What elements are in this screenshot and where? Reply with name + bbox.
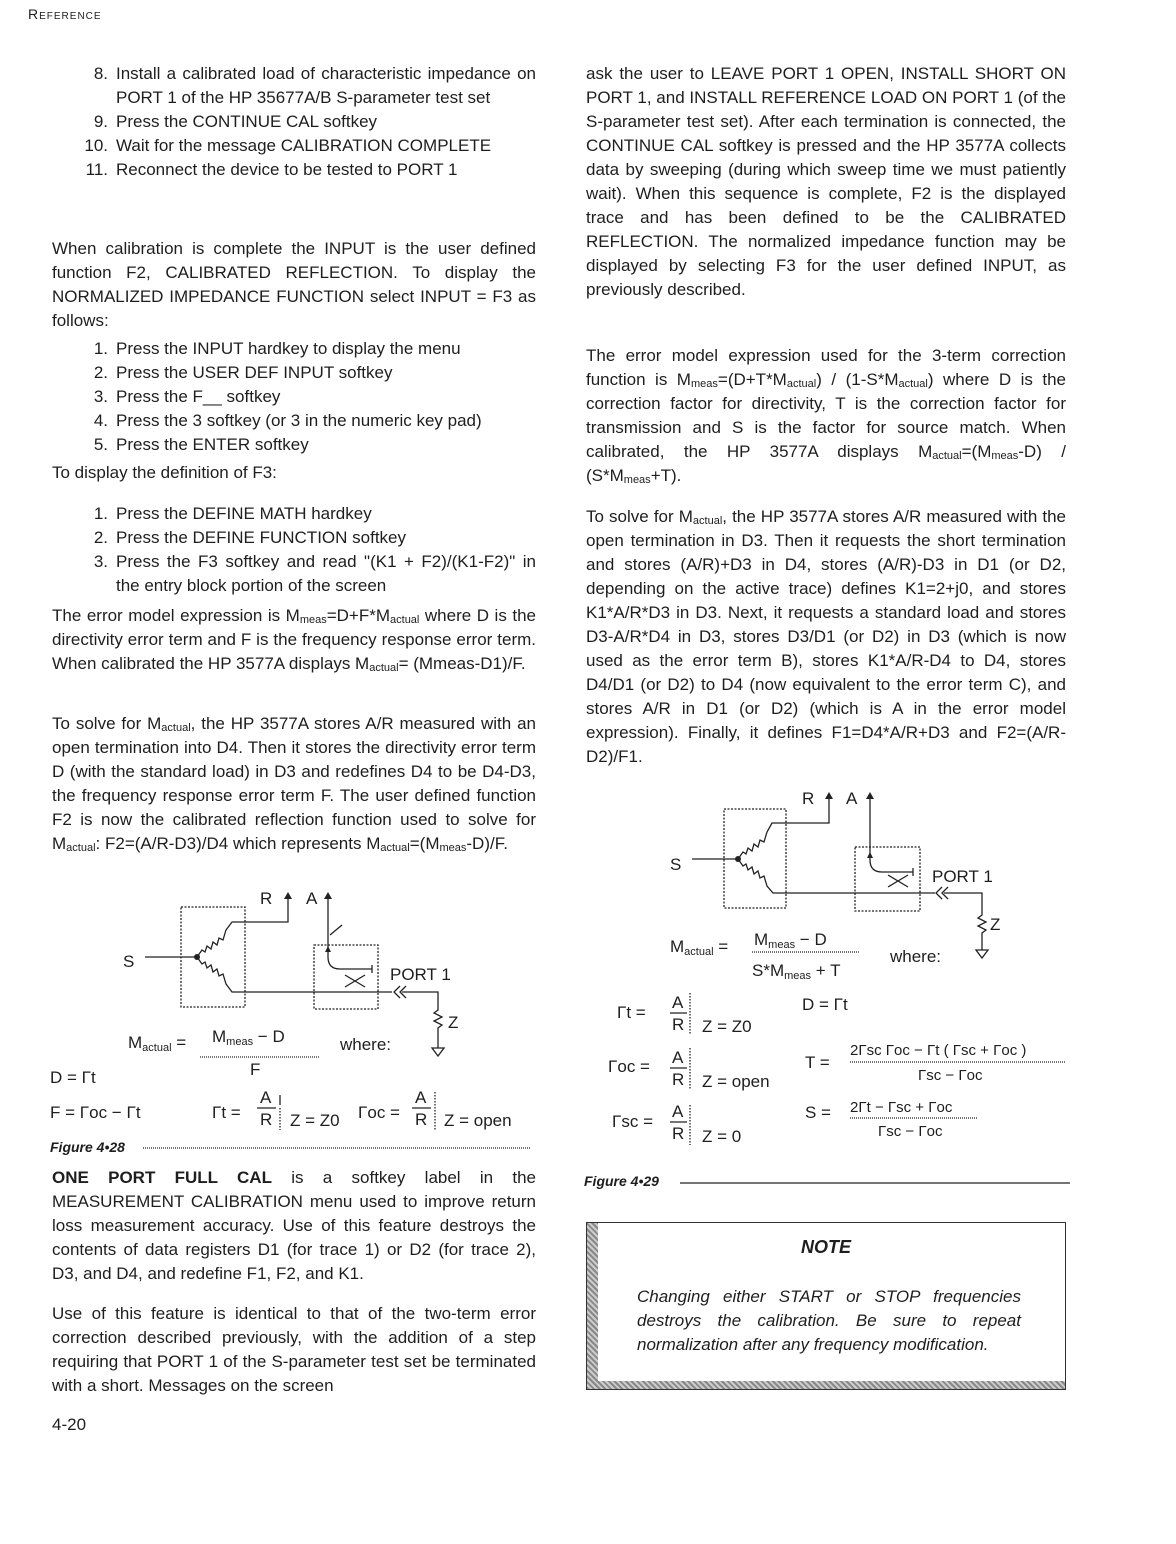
paragraph-one-port-full-cal — [52, 1166, 536, 1286]
subscript: actual — [380, 842, 410, 854]
list-number: 1. — [93, 339, 108, 358]
paragraph-calibration-complete — [52, 237, 536, 333]
subscript: meas — [991, 450, 1019, 462]
formula-mactual: Mactual = — [670, 937, 729, 958]
paragraph-solve-3-term — [586, 505, 1066, 769]
eq-t-lhs: T = — [805, 1053, 830, 1072]
text-run: To solve for M — [586, 507, 693, 526]
list-text: Reconnect the device to be tested to PORT 1 — [116, 160, 458, 179]
list-text: Press the DEFINE MATH hardkey — [116, 504, 372, 523]
list-text: Press the F__ softkey — [116, 387, 281, 406]
list-item — [52, 526, 536, 550]
text-run: ask the user to LEAVE PORT 1 OPEN, INSTALL SHORT ON PORT 1, and INSTALL REFERENCE LOAD ON PORT 1 (of the S-parameter test set). After each termination is connected, the CONTINUE CAL softkey is pressed and the HP 3577A collects data by sweeping (during which sweep time we must patiently wait). When this sequence is complete, F2 is the displayed trace and has been defined to be the CALIBRATED REFLECTION. The normalized impedance function may be displayed by selecting F3 for the user defined INPUT, as previously described. — [586, 64, 1066, 299]
list-text: Press the 3 softkey (or 3 in the numeric key pad) — [116, 411, 482, 430]
list-text: Press the INPUT hardkey to display the menu — [116, 339, 461, 358]
list-number: 1. — [93, 504, 108, 523]
text-run: The error model expression used for the 3-term correction function is M — [586, 346, 1066, 389]
list-number: 3. — [93, 552, 108, 571]
list-number: 2. — [93, 528, 108, 547]
label-a: A — [846, 789, 858, 808]
note-box — [586, 1222, 1066, 1390]
subscript: actual — [932, 450, 962, 462]
label-z: Z — [990, 915, 1001, 934]
eq-gamma-oc: Γoc = — [608, 1057, 650, 1076]
list-text: Press the ENTER softkey — [116, 435, 309, 454]
text-run: = (Mmeas-D1)/F. — [398, 654, 526, 673]
list-text: Press the CONTINUE CAL softkey — [116, 112, 378, 131]
eq-a: A — [672, 1048, 684, 1067]
eq-r: R — [415, 1110, 428, 1129]
eq-z-open: Z = open — [702, 1072, 770, 1091]
eq-s-lhs: S = — [805, 1103, 831, 1122]
figure-caption: Figure 4•29 — [584, 1173, 659, 1189]
eq-a: A — [260, 1088, 272, 1107]
text-run: where D is the directivity error term and F is the frequency response error term. When calibrated the HP 3577A displays M — [52, 606, 536, 673]
eq-z-open: Z = open — [444, 1111, 512, 1130]
subscript: meas — [299, 614, 327, 626]
list-number: 11. — [85, 160, 108, 179]
eq-gamma-t: Γt = — [212, 1103, 241, 1122]
text-run: ) where D is the correction factor for directivity, T is the correction factor for transmission and S is the factor for source match. When calibrated, the HP 3577A displays M — [586, 370, 1066, 461]
eq-a: A — [415, 1088, 427, 1107]
list-text: Press the F3 softkey and read "(K1 + F2)/(K1-F2)" in the entry block portion of the screen — [116, 552, 536, 595]
label-a: A — [306, 889, 318, 908]
eq-t-numerator: 2Γsc Γoc − Γt ( Γsc + Γoc ) — [850, 1042, 1027, 1059]
paragraph-messages — [586, 62, 1066, 302]
subscript: actual — [66, 842, 96, 854]
list-number: 4. — [93, 411, 108, 430]
eq-a: A — [672, 993, 684, 1012]
paragraph-error-model — [52, 604, 536, 676]
running-header: Reference — [28, 6, 102, 22]
text-run: , the HP 3577A stores A/R measured with the open termination in D3. Then it requests the short termination and stores (A/R)+D3 in D4, stores (A/R)-D3 in D1 (or D2, depending on the active trace) defines K1=2+j0, and stores K1*A/R*D3 in D3. Next, it requests a standard load and stores D3-A/R*D4 in D3, stores D3/D1 (or D2) in D3 (which is now used as the error term B), stores K1*A/R-D4 to D4, stores D4/D1 (or D2) to D4 (now equivalent to the error term C), and stores A/R in D1 (or D2) (which is A in the error model expression). Finally, it defines F1=D4*A/R+D3 and F2=(A/R-D2)/F1. — [586, 507, 1066, 766]
subscript: actual — [390, 614, 420, 626]
text-run: -D)/F. — [466, 834, 508, 853]
text-run: To solve for M — [52, 714, 162, 733]
text-run: ) / (1-S*M — [816, 370, 899, 389]
list-text: Wait for the message CALIBRATION COMPLETE — [116, 136, 492, 155]
text-run: : F2=(A/R-D3)/D4 which represents M — [95, 834, 381, 853]
list-text: Press the USER DEF INPUT softkey — [116, 363, 393, 382]
label-port-1: PORT 1 — [390, 965, 451, 984]
formula-numerator: Mmeas − D — [754, 930, 827, 951]
list-number: 10. — [84, 136, 108, 155]
list-number: 9. — [93, 112, 108, 131]
list-input-steps — [52, 337, 536, 457]
eq-d: D = Γt — [50, 1068, 96, 1087]
figure-4-28 — [40, 880, 550, 1160]
list-item — [52, 409, 536, 433]
list-item — [52, 361, 536, 385]
eq-r: R — [672, 1015, 685, 1034]
list-item — [52, 550, 536, 598]
list-item — [52, 502, 536, 526]
subscript: meas — [623, 474, 651, 486]
paragraph-solve-mactual — [52, 712, 536, 856]
text-run: When calibration is complete the INPUT is the user defined function F2, CALIBRATED REFLECTION. To display the NORMALIZED IMPEDANCE FUNCTION select INPUT = F3 as follows: — [52, 239, 536, 330]
list-item — [52, 62, 536, 110]
label-s: S — [123, 952, 135, 971]
text-run: +T). — [650, 466, 682, 485]
text-run: =(M — [409, 834, 440, 853]
list-number: 5. — [93, 435, 108, 454]
paragraph-usage — [52, 1302, 536, 1398]
eq-gamma-sc: Γsc = — [612, 1112, 654, 1131]
note-shading-bottom — [587, 1381, 1065, 1389]
label-where: where: — [890, 947, 942, 966]
list-item — [52, 337, 536, 361]
text-run: =(M — [961, 442, 992, 461]
label-z: Z — [448, 1013, 459, 1032]
text-run: The error model expression is M — [52, 606, 300, 625]
eq-z-z0: Z = Z0 — [702, 1017, 752, 1036]
eq-f: F = Γoc − Γt — [50, 1103, 141, 1122]
subscript: actual — [898, 378, 928, 390]
eq-z-z0: Z = Z0 — [290, 1111, 340, 1130]
text-run: =D+F*M — [326, 606, 391, 625]
eq-t-denominator: Γsc − Γoc — [918, 1067, 983, 1084]
list-item — [52, 433, 536, 457]
label-r: R — [802, 789, 815, 808]
text-run: , the HP 3577A stores A/R measured with an open termination into D4. Then it stores the directivity error term D (with the standard load) in D3 and redefines D4 to be D4-D3, the frequency response error term F. The user defined function F2 is now the calibrated reflection function used to solve for M — [52, 714, 536, 853]
figure-caption: Figure 4•28 — [50, 1139, 125, 1155]
list-item — [52, 158, 536, 182]
label-port-1: PORT 1 — [932, 867, 993, 886]
eq-a: A — [672, 1102, 684, 1121]
figure-4-29 — [580, 780, 1080, 1190]
list-number: 8. — [93, 64, 108, 83]
list-text: Press the DEFINE FUNCTION softkey — [116, 528, 406, 547]
label-r: R — [260, 889, 273, 908]
subscript: actual — [369, 662, 399, 674]
eq-d: D = Γt — [802, 995, 848, 1014]
text-run: -D) / (S*M — [586, 442, 1067, 485]
note-text: Changing either START or STOP frequencies destroys the calibration. Be sure to repeat normalization after any frequency modification. — [637, 1287, 1021, 1354]
formula-mactual: Mactual = — [128, 1033, 187, 1054]
formula-denominator: F — [250, 1060, 261, 1079]
list-steps-8-11 — [52, 62, 536, 182]
bold-term: ONE PORT FULL CAL — [52, 1168, 272, 1187]
eq-r: R — [260, 1110, 273, 1129]
label-where: where: — [340, 1035, 392, 1054]
eq-s-denominator: Γsc − Γoc — [878, 1123, 943, 1140]
eq-gamma-oc: Γoc = — [358, 1103, 400, 1122]
subscript: actual — [692, 515, 723, 527]
list-text: Install a calibrated load of characteristic impedance on PORT 1 of the HP 35677A/B S-parameter test set — [116, 64, 536, 107]
label-s: S — [670, 855, 682, 874]
list-define-math-steps — [52, 502, 536, 598]
text-run: Use of this feature is identical to that of the two-term error correction described previously, with the addition of a step requiring that PORT 1 of the S-parameter test set be terminated with a short. Messages on the screen — [52, 1304, 536, 1395]
eq-s-numerator: 2Γt − Γsc + Γoc — [850, 1099, 953, 1116]
subscript: meas — [439, 842, 467, 854]
formula-numerator: Mmeas − D — [212, 1027, 285, 1048]
list-number: 3. — [93, 387, 108, 406]
list-number: 2. — [93, 363, 108, 382]
note-title: NOTE — [800, 1237, 851, 1257]
paragraph-3-term-model — [586, 344, 1066, 488]
formula-denominator: S*Mmeas + T — [752, 961, 841, 982]
eq-gamma-t: Γt = — [617, 1003, 646, 1022]
subscript: actual — [786, 378, 817, 390]
list-item — [52, 134, 536, 158]
subscript: actual — [161, 722, 191, 734]
subscript: meas — [690, 378, 718, 390]
eq-r: R — [672, 1124, 685, 1143]
eq-z-0: Z = 0 — [702, 1127, 742, 1146]
page-number: 4-20 — [52, 1415, 87, 1434]
text-run: =(D+T*M — [717, 370, 787, 389]
paragraph-display-definition — [52, 461, 536, 485]
text-run: is a softkey label in the MEASUREMENT CALIBRATION menu used to improve return loss measurement accuracy. Use of this feature destroys the contents of data registers D1 (for trace 1) or D2 (for trace 2), D3, and D4, and redefine F1, F2, and K1. — [52, 1168, 536, 1283]
list-item — [52, 110, 536, 134]
text-run: To display the definition of F3: — [52, 463, 277, 482]
eq-r: R — [672, 1070, 685, 1089]
list-item — [52, 385, 536, 409]
